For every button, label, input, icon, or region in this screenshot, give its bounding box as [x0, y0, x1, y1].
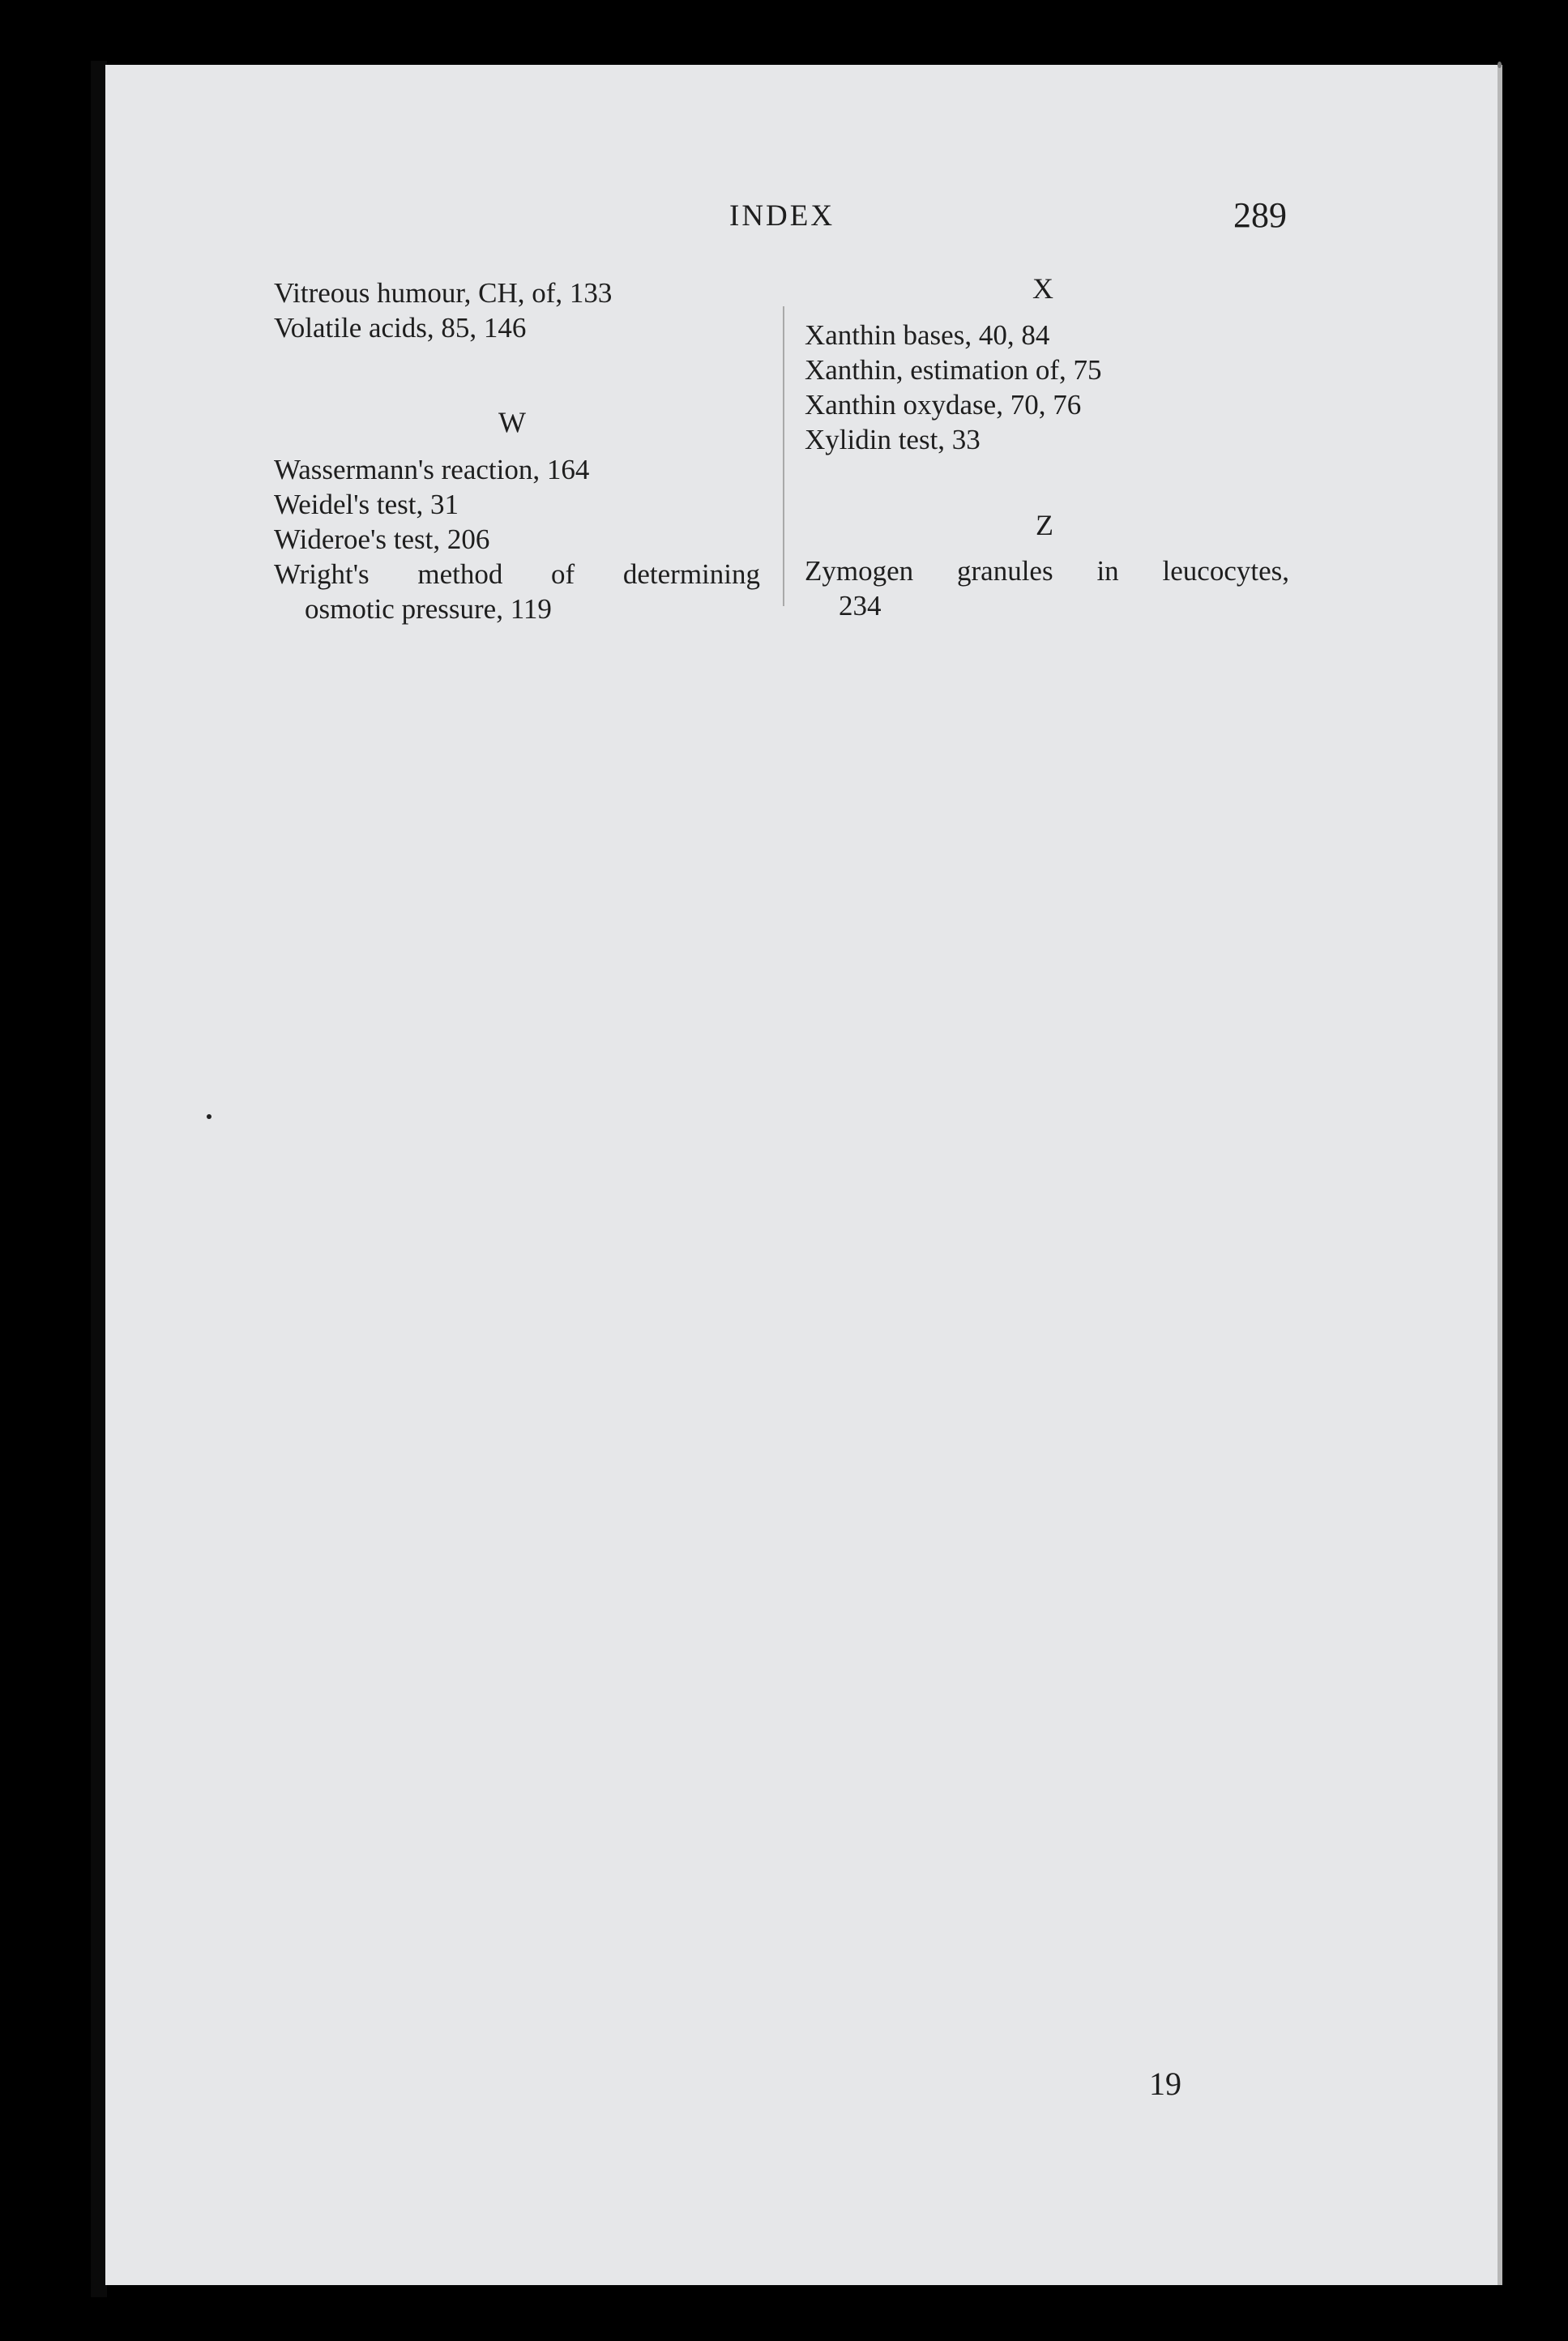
entry-word: in: [1096, 555, 1119, 587]
index-entry: Volatile acids, 85, 146: [274, 312, 527, 344]
section-letter-w: W: [498, 406, 526, 438]
entry-word: method: [417, 558, 503, 590]
index-entry: Xanthin oxydase, 70, 76: [805, 389, 1082, 421]
scan-speck: [1498, 62, 1502, 68]
entry-word: Zymogen: [805, 555, 914, 587]
index-entry-continuation: 234: [839, 590, 882, 622]
column-divider: [783, 306, 784, 606]
entry-word: of: [551, 558, 575, 590]
page-number: 289: [1233, 195, 1287, 235]
section-letter-x: X: [1032, 272, 1053, 305]
entry-word: Wright's: [274, 558, 370, 590]
index-entry: Xylidin test, 33: [805, 424, 981, 455]
page-sheet: [105, 65, 1499, 2285]
entry-word: leucocytes,: [1162, 555, 1289, 587]
index-entry-justified: [274, 557, 760, 592]
book-spine-shadow: [91, 61, 107, 2297]
running-header: INDEX: [729, 199, 835, 233]
index-entry: Wideroe's test, 206: [274, 523, 490, 555]
signature-mark: 19: [1149, 2065, 1181, 2102]
section-letter-z: Z: [1036, 509, 1053, 541]
entry-word: determining: [622, 558, 760, 590]
index-entry: Wassermann's reaction, 164: [274, 454, 590, 485]
index-entry: Xanthin bases, 40, 84: [805, 319, 1050, 351]
scan-speck: [207, 1114, 211, 1119]
index-entry: Vitreous humour, CH, of, 133: [274, 277, 613, 309]
index-entry: Weidel's test, 31: [274, 489, 459, 520]
index-entry-continuation: osmotic pressure, 119: [305, 593, 552, 625]
index-entry: Xanthin, estimation of, 75: [805, 354, 1102, 386]
entry-word: granules: [957, 555, 1053, 587]
index-entry-justified: [805, 553, 1289, 588]
page-edge: [1498, 65, 1502, 2285]
